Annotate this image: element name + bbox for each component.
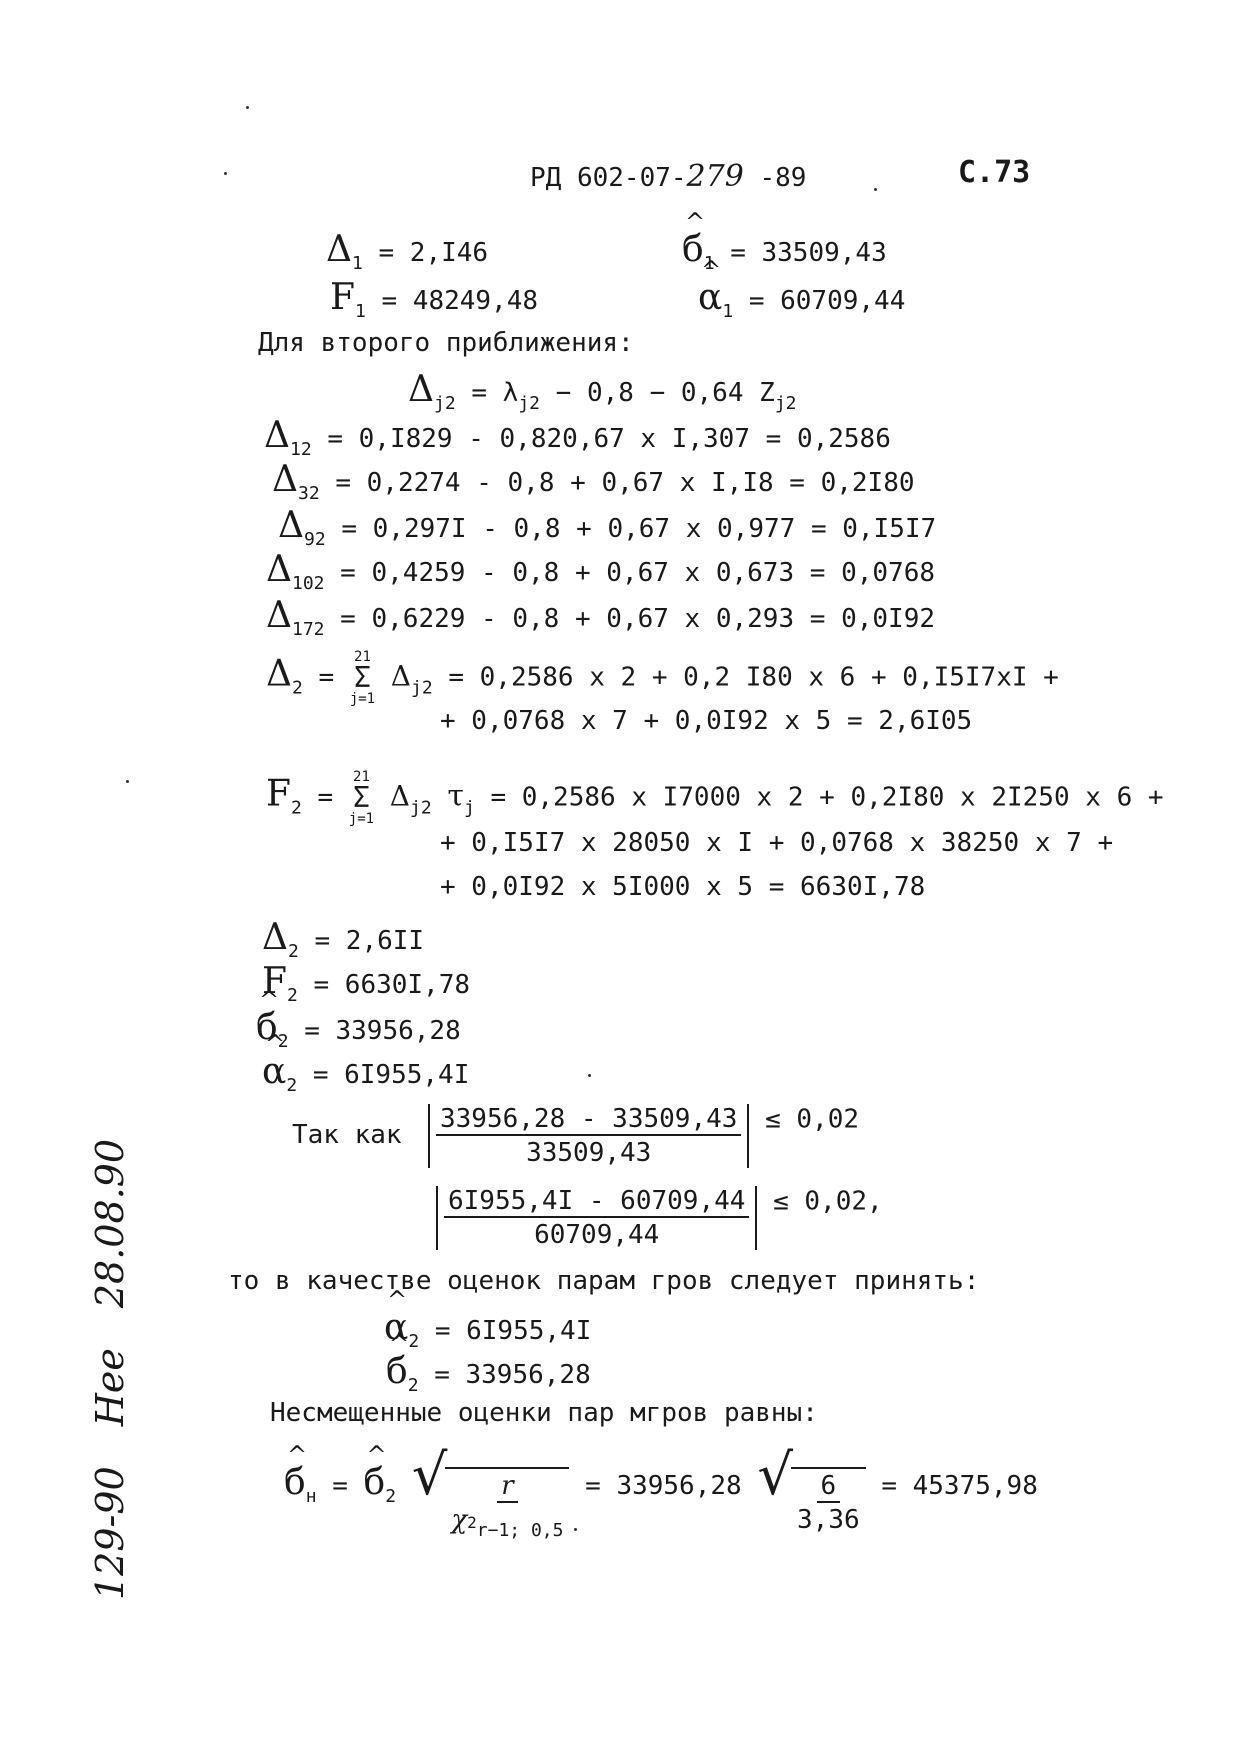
sum-delta-line1: $\Delta_2$ = 21 Σ j=1 $\Delta_{j2} = 0,2586$ x 2 + 0,2 I80 x 6 + 0,I5I7xI + [266,649,1059,707]
doc-code-suffix: -89 [743,163,807,193]
delta-line: $\Delta_{32} = 0,2274 - 0,8 + 0,67$ x I,I8 = 0,2I80 [272,459,915,504]
document-code [530,159,807,194]
sum-f-line2: + 0,I5I7 x 28050 x I + 0,0768 x 38250 x 7 + [440,828,1114,858]
delta-line: $\Delta_{92} = 0,297I - 0,8 + 0,67$ x 0,977 = 0,I5I7 [278,505,937,550]
f2-line: $F_2 = 6630I,78$ [262,961,471,1006]
doc-code-prefix: РД [530,163,577,193]
a2-line: ^ $\alpha_2 = 6I955,4I$ [262,1054,469,1095]
sum-sign: 21 Σ j=1 [349,649,376,707]
sum-f-line3: + 0,0I92 x 5I000 x 5 = 6630I,78 [440,872,926,902]
f1-line: $F_1 = 48249,48$ [330,277,539,322]
doc-code-number: 279 [686,159,744,194]
doc-code-mid: 602-07- [576,163,687,193]
unbiased-intro: Несмещенные оценки пар мгров равны: [270,1398,818,1428]
sum-delta-line2: + 0,0768 x 7 + 0,0I92 x 5 = 2,6I05 [440,706,973,736]
radical-sign: √ [757,1443,794,1508]
delta-line: $\Delta_{172} = 0,6229 - 0,8 + 0,67$ x 0,293 = 0,0I92 [266,595,935,640]
unbiased-formula: ^ $б_н$ = ^ $б_2$ √ $\frac{r}{\chi 2_{r-1; 0,5}}$ = 33956,28 √ $\frac{6}{3,36}$ = 45375,98 [284,1448,1038,1540]
conclusion-text: то в качестве оценок парам гров следует принять: [228,1266,980,1296]
main-formula: $\Delta_{j2} = \lambda_{j2} - 0,8 - 0,64$ $Z_{j2}$ [408,369,797,414]
accepted-a2: ^ $\alpha_2 = 6I955,4I$ [384,1310,591,1351]
scan-speck [246,106,249,109]
delta-line: $\Delta_{12} = 0,I829 - 0,820,67$ x I,307 = 0,2586 [264,415,891,460]
scan-speck [574,1528,577,1531]
criterion-2: $\frac{6I955,4I - 60709,44}{60709,44}$ ≤ 0,02, [436,1186,883,1250]
delta-line: $\Delta_{102} = 0,4259 - 0,8 + 0,67$ x 0,673 = 0,0768 [266,549,935,594]
a1-line: ^ $\alpha_1 = 60709,44$ [698,280,905,321]
criterion-1: $\frac{33956,28 - 33509,43}{33509,43}$ ≤ 0,02 [428,1104,859,1168]
margin-handwritten-note: 129-90Hee28.08.90 [88,1138,132,1600]
second-approx-intro: Для второго приближения: [258,328,634,358]
sigma2-line: ^ $б_2 = 33956,28$ [256,1010,461,1051]
scan-speck [588,1074,591,1077]
criterion-lead: Так как [292,1120,402,1150]
radical-sign: √ [411,1443,448,1508]
page-label: С.73 [958,155,1031,190]
scan-speck [874,188,877,191]
sum-f-line1: $F_2$ = 21 Σ j=1 $\Delta_{j2}$ $\tau_j = 0,2586$ x I7000 x 2 + 0,2I80 x 2I250 x 6 + [266,769,1164,827]
scan-speck [224,172,227,175]
scan-speck [126,780,129,783]
sigma1-line: ^ $б_1 = 33509,43$ [682,232,887,273]
accepted-sigma2: ^ $б_2 = 33956,28$ [386,1354,591,1395]
delta2-line: $\Delta_2 = 2,6II$ [262,917,425,962]
delta1-line: $\Delta_1 = 2,I46$ [326,229,489,274]
sum-sign: 21 Σ j=1 [348,769,375,827]
